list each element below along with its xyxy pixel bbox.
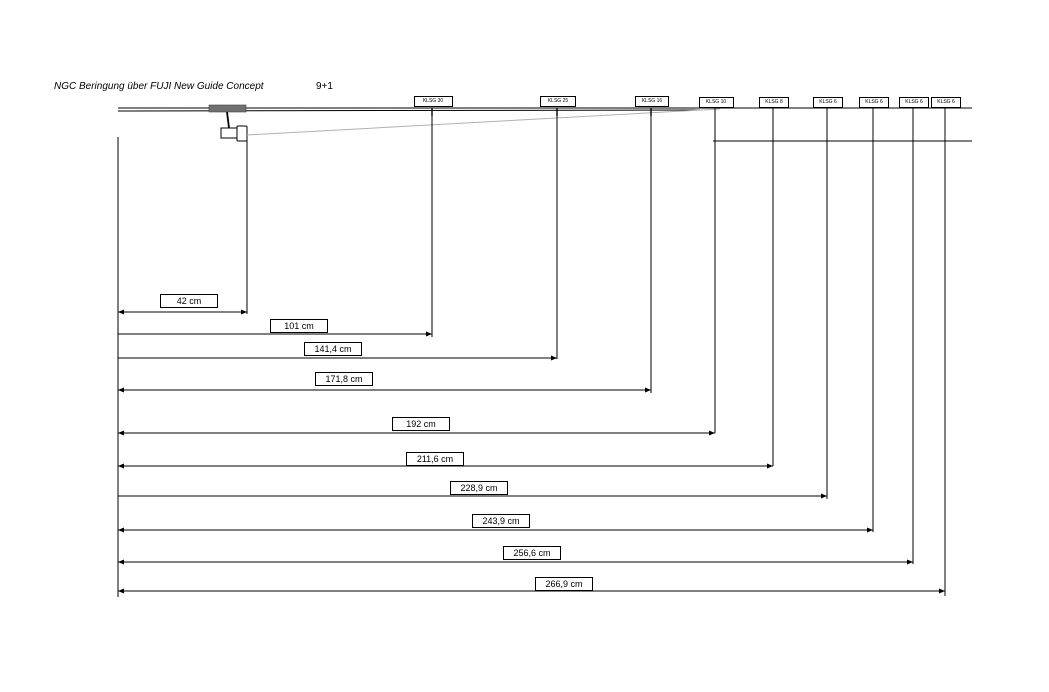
- dimension-9-arrow-end: [907, 560, 913, 565]
- dimension-6-label: 211,6 cm: [406, 452, 464, 466]
- guide-9-label: KLSG 6: [931, 97, 961, 108]
- dimension-5-arrow-end: [709, 431, 715, 436]
- fishing-line: [247, 109, 720, 135]
- dimension-9-label: 256,6 cm: [503, 546, 561, 560]
- dimension-10-arrow-end: [939, 589, 945, 594]
- dimension-7-label: 228,9 cm: [450, 481, 508, 495]
- rod-blank-lower: [118, 110, 700, 111]
- reel-body: [221, 128, 238, 138]
- dimension-9-arrow-start: [118, 560, 124, 565]
- guide-1-label: KLSG 30: [414, 96, 453, 107]
- dimension-6-arrow-end: [767, 464, 773, 469]
- dimension-6-arrow-start: [118, 464, 124, 469]
- dimension-1-label: 42 cm: [160, 294, 218, 308]
- dimension-2-arrow-end: [426, 332, 432, 337]
- dimension-2-label: 101 cm: [270, 319, 328, 333]
- guide-6-label: KLSG 6: [813, 97, 843, 108]
- dimension-4-arrow-start: [118, 388, 124, 393]
- dimension-3-arrow-end: [551, 356, 557, 361]
- dimension-5-arrow-start: [118, 431, 124, 436]
- reel-stem: [227, 112, 229, 128]
- dimension-8-arrow-start: [118, 528, 124, 533]
- dimension-3-label: 141,4 cm: [304, 342, 362, 356]
- dimension-1-arrow-end: [241, 310, 247, 315]
- dimension-4-arrow-end: [645, 388, 651, 393]
- reel-seat: [209, 105, 246, 112]
- guide-4-label: KLSG 10: [699, 97, 734, 108]
- guide-5-label: KLSG 8: [759, 97, 789, 108]
- dimension-1-arrow-start: [118, 310, 124, 315]
- reel-spool: [237, 126, 247, 141]
- dimension-5-label: 192 cm: [392, 417, 450, 431]
- dimension-4-label: 171,8 cm: [315, 372, 373, 386]
- dimension-10-label: 266,9 cm: [535, 577, 593, 591]
- guide-2-label: KLSG 25: [540, 96, 576, 107]
- dimension-7-arrow-end: [821, 494, 827, 499]
- diagram-title: NGC Beringung über FUJI New Guide Concept: [54, 81, 264, 92]
- guide-3-label: KLSG 16: [635, 96, 669, 107]
- dimension-10-arrow-start: [118, 589, 124, 594]
- guide-7-label: KLSG 6: [859, 97, 889, 108]
- guide-configuration: 9+1: [316, 81, 333, 92]
- dimension-8-arrow-end: [867, 528, 873, 533]
- guide-8-label: KLSG 6: [899, 97, 929, 108]
- dimension-8-label: 243,9 cm: [472, 514, 530, 528]
